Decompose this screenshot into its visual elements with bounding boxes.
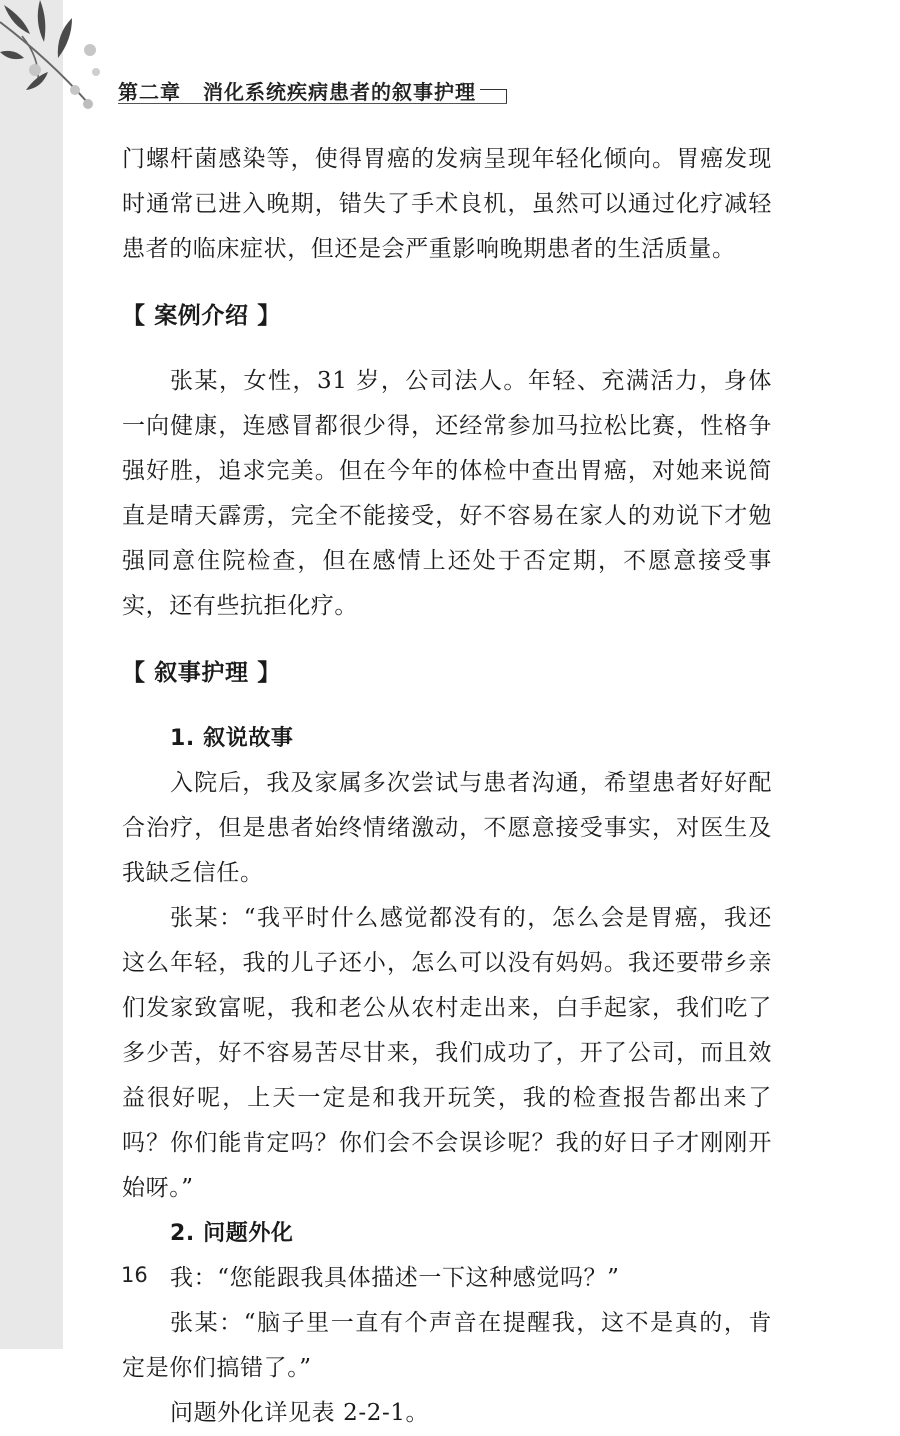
subsection-title-externalization: 2. 问题外化 [170,1221,294,1246]
running-header [118,76,476,105]
externalization-paragraph-1: 我：“您能跟我具体描述一下这种感觉吗？” [170,1265,620,1291]
nursing-heading: 【 叙事护理 】 [122,660,281,686]
intro-paragraph: 门螺杆菌感染等，使得胃癌的发病呈现年轻化倾向。胃癌发现时通常已进入晚期，错失了手术良机，虽然可以通过化疗减轻患者的临床症状，但还是会严重影响晚期患者的生活质量。 [122,146,772,262]
chapter-title: 消化系统疾病患者的叙事护理 [203,80,476,104]
externalization-paragraph-2: 张某：“脑子里一直有个声音在提醒我，这不是真的，肯定是你们搞错了。” [122,1310,772,1381]
storytelling-paragraph-1: 入院后，我及家属多次尝试与患者沟通，希望患者好好配合治疗，但是患者始终情绪激动，不愿意接受事实，对医生及我缺乏信任。 [122,770,772,886]
page-body [122,137,772,1436]
page-number: 16 [121,1263,148,1287]
chapter-label: 第二章 [118,80,181,104]
header-rule [480,89,506,90]
header-rule-tick [506,89,507,103]
branch-leaf-decoration-icon [0,0,110,115]
case-paragraph: 张某，女性，31 岁，公司法人。年轻、充满活力，身体一向健康，连感冒都很少得，还经常参加马拉松比赛，性格争强好胜，追求完美。但在今年的体检中查出胃癌，对她来说简直是晴天霹雳，完全不能接受，好不容易在家人的劝说下才勉强同意住院检查，但在感情上还处于否定期，不愿意接受事实，还有些抗拒化疗。 [122,368,772,619]
externalization-paragraph-3: 问题外化详见表 2-2-1。 [170,1400,430,1426]
header-underline [118,103,507,104]
storytelling-paragraph-2: 张某：“我平时什么感觉都没有的，怎么会是胃癌，我还这么年轻，我的儿子还小，怎么可以没有妈妈。我还要带乡亲们发家致富呢，我和老公从农村走出来，白手起家，我们吃了多少苦，好不容易苦尽甘来，我们成功了，开了公司，而且效益很好呢，上天一定是和我开玩笑，我的检查报告都出来了吗？你们能肯定吗？你们会不会误诊呢？我的好日子才刚刚开始呀。” [122,905,772,1201]
case-heading: 【 案例介绍 】 [122,303,281,329]
subsection-title-storytelling: 1. 叙说故事 [170,726,294,751]
left-margin-strip [0,0,63,1349]
